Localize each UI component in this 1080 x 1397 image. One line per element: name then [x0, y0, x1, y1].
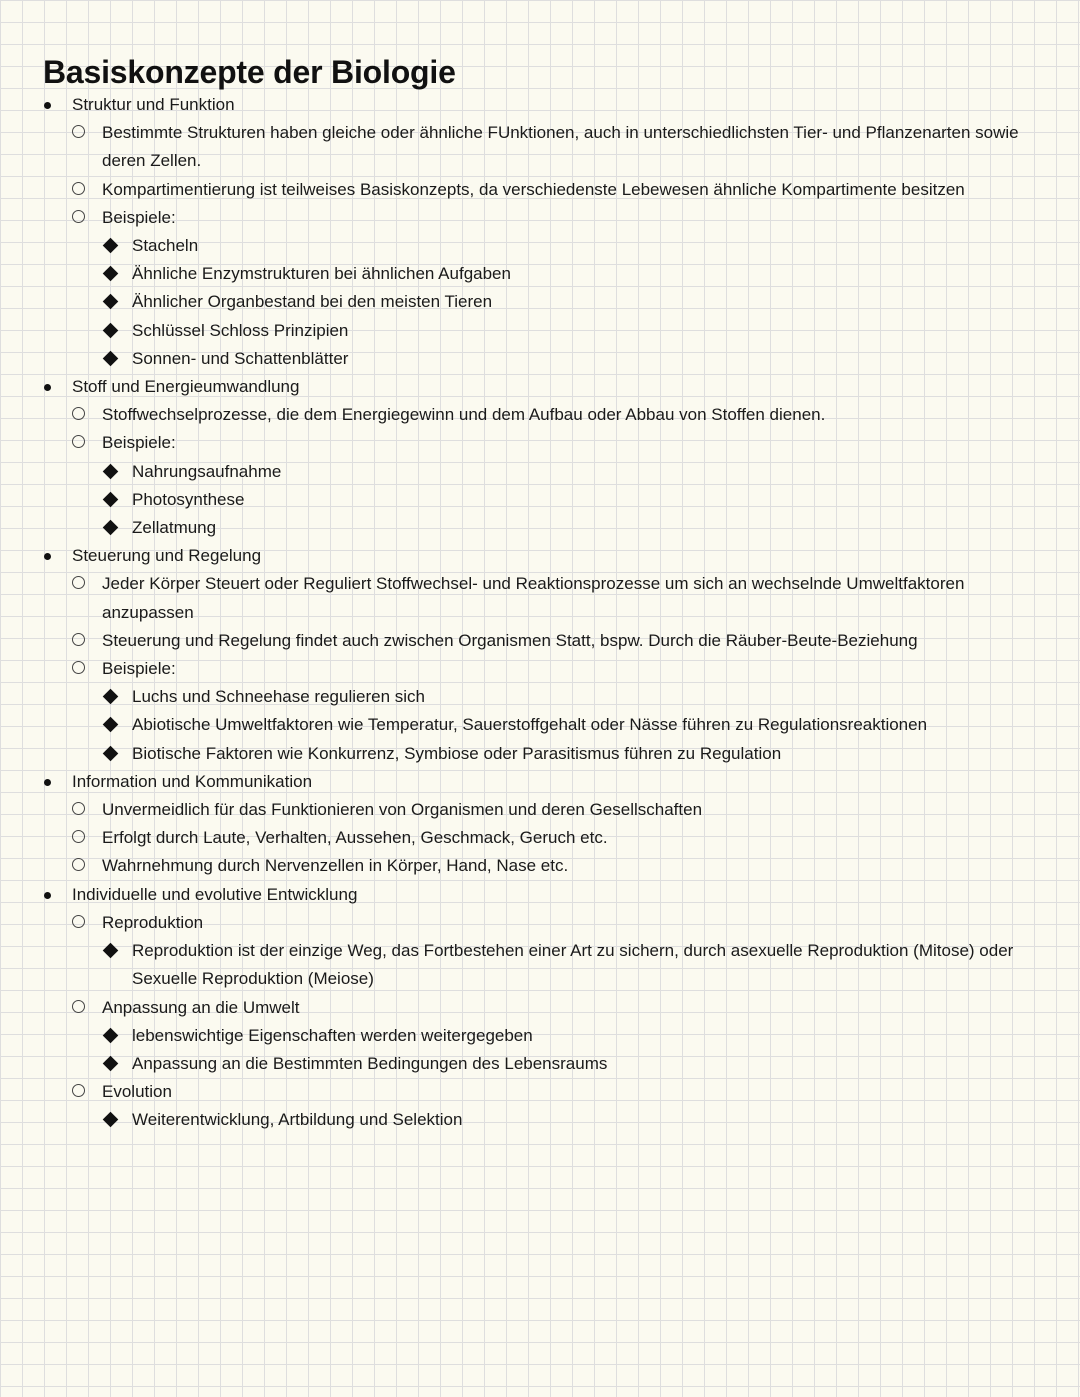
outline-item-text: Stoff und Energieumwandlung [72, 377, 300, 397]
outline-item-level-2 [0, 401, 1042, 429]
outline-item-text: Beispiele: [102, 433, 176, 453]
outline-item-level-2 [0, 824, 1042, 852]
outline-item-text: lebenswichtige Eigenschaften werden weitergegeben [132, 1025, 533, 1045]
outline-item-text: Biotische Faktoren wie Konkurrenz, Symbiose oder Parasitismus führen zu Regulation [132, 743, 782, 763]
outline-item-text: Reproduktion ist der einzige Weg, das Fortbestehen einer Art zu sichern, durch asexuelle Reproduktion (Mitose) oder Sexuelle Reproduktion (Meiose) [132, 941, 1014, 989]
outline-item-level-2 [0, 852, 1042, 880]
outline-item-level-3 [0, 486, 1037, 514]
outline-item-text: Steuerung und Regelung [72, 546, 262, 566]
outline-item-text: Photosynthese [132, 489, 245, 509]
outline-item-text: Struktur und Funktion [72, 95, 235, 114]
bullet-circle-icon [72, 830, 85, 843]
outline-item-level-2 [0, 909, 1042, 937]
outline-item-level-2 [0, 119, 1042, 175]
outline-item-text: Stacheln [132, 236, 199, 256]
bullet-circle-icon [72, 802, 85, 815]
bullet-dot-icon [44, 779, 51, 786]
outline-item-text: Erfolgt durch Laute, Verhalten, Aussehen, Geschmack, Geruch etc. [102, 828, 608, 848]
bullet-circle-icon [72, 633, 85, 646]
outline-item-text: Schlüssel Schloss Prinzipien [132, 320, 349, 340]
outline-item-level-3 [0, 740, 1037, 768]
outline-item-level-3 [0, 317, 1037, 345]
bullet-diamond-icon [103, 520, 119, 536]
bullet-circle-icon [72, 576, 85, 589]
outline-item-level-2 [0, 176, 1042, 204]
bullet-dot-icon [44, 553, 51, 560]
outline-list [0, 91, 1080, 1135]
bullet-diamond-icon [103, 717, 119, 733]
bullet-diamond-icon [103, 351, 119, 367]
bullet-circle-icon [72, 1084, 85, 1097]
bullet-diamond-icon [103, 1027, 119, 1043]
outline-item-text: Steuerung und Regelung findet auch zwischen Organismen Statt, bspw. Durch die Räuber-Beute-Beziehung [102, 630, 918, 650]
outline-item-level-2 [0, 796, 1042, 824]
outline-item-level-2 [0, 429, 1042, 457]
outline-item-text: Individuelle und evolutive Entwicklung [72, 884, 358, 904]
outline-item-text: Anpassung an die Bestimmten Bedingungen des Lebensraums [132, 1053, 608, 1073]
outline-item-level-3 [0, 937, 1037, 993]
outline-item-level-2 [0, 570, 1042, 626]
outline-item-level-3 [0, 458, 1037, 486]
bullet-dot-icon [44, 892, 51, 899]
bullet-circle-icon [72, 125, 85, 138]
bullet-dot-icon [44, 384, 51, 391]
outline-item-text: Luchs und Schneehase regulieren sich [132, 687, 425, 707]
outline-item-level-3 [0, 288, 1037, 316]
page-title: Basiskonzepte der Biologie [43, 54, 456, 90]
outline-item-text: Beispiele: [102, 207, 176, 227]
outline-item-text: Wahrnehmung durch Nervenzellen in Körper, Hand, Nase etc. [102, 856, 569, 876]
bullet-circle-icon [72, 182, 85, 195]
bullet-circle-icon [72, 858, 85, 871]
outline-item-level-3 [0, 1022, 1037, 1050]
outline-item-level-3 [0, 260, 1037, 288]
outline-item-level-1 [0, 373, 1080, 401]
outline-item-text: Jeder Körper Steuert oder Reguliert Stoffwechsel- und Reaktionsprozesse um sich an wechselnde Umweltfaktoren anzupassen [102, 574, 965, 622]
outline-item-level-1 [0, 768, 1080, 796]
bullet-diamond-icon [103, 266, 119, 282]
bullet-circle-icon [72, 210, 85, 223]
outline-item-text: Stoffwechselprozesse, die dem Energiegewinn und dem Aufbau oder Abbau von Stoffen dienen. [102, 405, 826, 425]
bullet-circle-icon [72, 435, 85, 448]
bullet-dot-icon [44, 102, 51, 109]
outline-item-text: Beispiele: [102, 659, 176, 679]
outline-item-text: Weiterentwicklung, Artbildung und Selektion [132, 1110, 463, 1130]
outline-item-level-3 [0, 1050, 1037, 1078]
outline-item-level-3 [0, 1106, 1037, 1134]
outline-item-text: Sonnen- und Schattenblätter [132, 348, 349, 368]
bullet-diamond-icon [103, 492, 119, 508]
outline-item-text: Nahrungsaufnahme [132, 461, 282, 481]
bullet-diamond-icon [103, 1056, 119, 1072]
outline-item-level-2 [0, 627, 1042, 655]
bullet-circle-icon [72, 407, 85, 420]
outline-item-level-1 [0, 542, 1080, 570]
bullet-diamond-icon [103, 1112, 119, 1128]
outline-item-text: Information und Kommunikation [72, 771, 313, 791]
bullet-diamond-icon [103, 463, 119, 479]
outline-item-level-2 [0, 994, 1042, 1022]
outline-item-level-3 [0, 345, 1037, 373]
bullet-diamond-icon [103, 745, 119, 761]
bullet-circle-icon [72, 915, 85, 928]
bullet-diamond-icon [103, 943, 119, 959]
outline-item-text: Bestimmte Strukturen haben gleiche oder ähnliche FUnktionen, auch in unterschiedlichsten Tier- und Pflanzenarten sowie deren Zellen. [102, 123, 1019, 171]
bullet-circle-icon [72, 1000, 85, 1013]
outline-item-text: Unvermeidlich für das Funktionieren von Organismen und deren Gesellschaften [102, 800, 703, 820]
bullet-diamond-icon [103, 322, 119, 338]
outline-item-text: Ähnliche Enzymstrukturen bei ähnlichen Aufgaben [132, 264, 511, 284]
bullet-diamond-icon [103, 238, 119, 254]
outline-item-level-2 [0, 655, 1042, 683]
outline-item-level-3 [0, 711, 1037, 739]
bullet-diamond-icon [103, 689, 119, 705]
outline-item-text: Anpassung an die Umwelt [102, 997, 300, 1017]
outline-item-text: Abiotische Umweltfaktoren wie Temperatur, Sauerstoffgehalt oder Nässe führen zu Regulationsreaktionen [132, 715, 928, 735]
outline-item-text: Ähnlicher Organbestand bei den meisten Tieren [132, 292, 493, 312]
outline-item-text: Evolution [102, 1082, 172, 1102]
outline-item-level-1 [0, 91, 1080, 119]
outline-item-level-2 [0, 1078, 1042, 1106]
outline-item-text: Kompartimentierung ist teilweises Basiskonzepts, da verschiedenste Lebewesen ähnliche Kompartimente besitzen [102, 179, 965, 199]
bullet-diamond-icon [103, 294, 119, 310]
outline-item-level-2 [0, 204, 1042, 232]
outline-item-text: Zellatmung [132, 518, 217, 538]
outline-item-level-3 [0, 683, 1037, 711]
outline-item-level-3 [0, 232, 1037, 260]
outline-item-level-3 [0, 514, 1037, 542]
bullet-circle-icon [72, 661, 85, 674]
outline-item-text: Reproduktion [102, 912, 204, 932]
outline-item-level-1 [0, 881, 1080, 909]
